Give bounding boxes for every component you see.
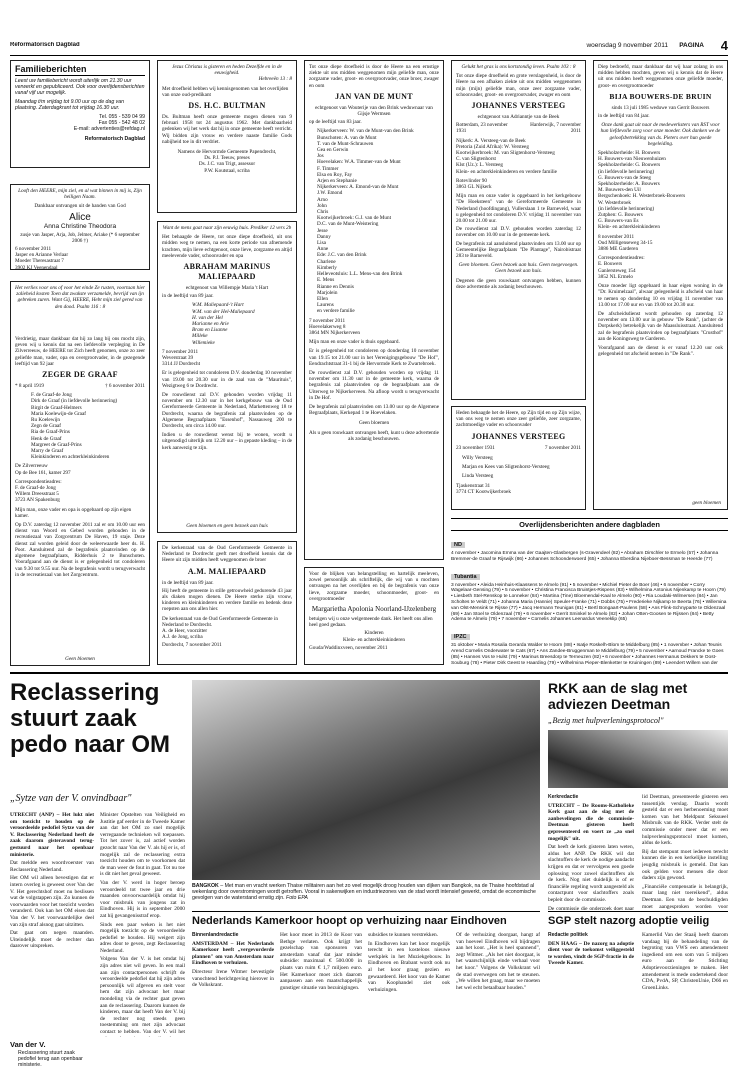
newspaper-name: Reformatorisch Dagblad [10, 42, 80, 48]
kamer-body3: Het koor moet in 2013 de Koor van Bethge verlaten. Ook krijgt het gezelschap van sponsoren van amsterdam vanaf dat jaar minder subsidie: maximaal € 500.000 in plaats van ruim € 1,7 miljoen euro. Het Kamerkoor moet zich daarom aanpassen aan een maatschappelijk gunstiger situatie van bezuinigingen. [280, 932, 362, 991]
versteeg-text2: Mijn man en onze vader is opgebaard in het kerkgebouw "De Hoeksteen" van de Gereformeerde Gemeente in Nederland (hoofdingang), Vullerslaan 1 te Barneveld, waar u gelegenheid tot condoleren D.V. vrijdag 11 november van 20.00 tot 21.00 uur. [456, 193, 581, 225]
alice-parents2: Moeder Theresastraat 7 [15, 258, 64, 265]
obits-section-nd [451, 533, 728, 563]
ad-munt [304, 60, 444, 560]
kamer-col1 [192, 932, 274, 1066]
main-body3: Het OM wil alleen bevestigen dat er intern overleg is geweest over Van der V. Het gerechtshof moet nu beslissen wat de volgstappen zijn. Zo kunnen de voorwaarden voor het toezicht worden veranderd. Ook kan het OM eisen dat Van der V. het voorwaardelijke deel van zijn straf alsnog gaat uitzitten. [10, 875, 94, 928]
sidebar-item-1: • Reclassering stuurt zaak pedofiel terug aan openbaar ministerie. [18, 1050, 94, 1068]
maliepaard-family: W.M. Maliepaard-'t Hart W.M. van der Hel-Maliepaard H. van der Hel Marianne en Arie Bram en Lisanne Milleke Willemieke [192, 302, 255, 346]
bouwers-correspondence: Correspondentieadres: E. Bouwers Ganlersteweg 154 3852 NL Ermelo [598, 255, 645, 280]
ad-bouwers [593, 60, 728, 510]
bouwers-verse: Onze dank gaat uit naar de medewerksters van RST voor hun liefdevolle zorg voor onze moeder. Ook danken we de geloofsbetrekking van ds. Pieters over hun goede begeleiding. [600, 122, 721, 147]
kamer-col2 [280, 932, 362, 1066]
versteeg2-intro: Heden behaagde het de Heere, op Zijn tijd en op Zijn wijze, van ons weg te nemen onze zeer geliefde, zeer zorgzame, zachtmoedige vader en schoonvader [456, 410, 581, 429]
versteeg-name: JOHANNES VERSTEEG [471, 101, 566, 111]
munt-footer: Geen bloemen [358, 420, 390, 427]
bouwers-age: in de leeftijd van 84 jaar. [598, 113, 650, 120]
ad-alice [10, 184, 150, 270]
ad-noorland [304, 567, 444, 665]
kamer-body2: Directeur Irene Witmer bevestigde vanochtend berichtgeving hierover in de Volkskrant. [192, 968, 274, 989]
zeger-verse: Het verlies voor ons of voor het einde Ze rusten, voortaan hier zalieheid kosten Toen dat zwakste verzamelde, bevrijd van ijn gebreken zuren. Want Gij, HEERE, Hebt mijn ziel gered van den dood. Psalm 116 : 8 [15, 285, 145, 310]
versteeg-born: Rotterdam, 23 november 1931 [456, 122, 508, 135]
sgp-headline: SGP stelt nazorg adoptie veilig [548, 915, 710, 927]
sgp-col1 [548, 932, 634, 1066]
hultman-body: Ds. Bultman heeft onze gemeente mogen dienen van 9 februari 1958 tot 24 augustus 1962. Met dankbaarheid gedenken wij het werk dat hij in onze gemeente heeft verricht. Wij bidden zijn vrouw en verdere naaste familie Gods nabijheid toe in dit verdriet. [162, 114, 292, 145]
obits-text-nd: 4 november • Jacomina Emma van der Gaajten-Glasbergen (s-Gravendeel (82) • Abraham Dirschler te Ermelo (57) • Johanna Bremmer-de Graaf te Rijswijk (86) • Johannes Schoonderwoerd (65) • Johanna Eberdina Nijeboer-Bessman te Heerde (77) [451, 551, 719, 562]
obits-section-pzc [451, 625, 728, 665]
rkk-byline: Kerkredactie [548, 794, 579, 800]
versteeg-intro: Tot onze diepe droefheid en grote verslagenheid, is door de Heere na een afhaken ziekte uit ons midden weggenomen mijn (mijn) geliefde man, onze zeer zorgzame vader, schoonvader, groot- en overgrootvader, zwager en oom [456, 73, 581, 98]
sgp-lead: DEN HAAG – De nazorg na adoptie dient voor de toekomst veiliggesteld te worden, vindt de SGP-fractie in de Tweede Kamer. [548, 940, 634, 967]
alice-name: Alice [69, 211, 91, 223]
maliepaard-text2: Er is gelegenheid tot condoleren D.V. donderdag 10 november van 19.00 tot 20.30 uur in de zaal van de "Maurituis", Wezigtweg 6 te Dordrecht. [162, 370, 292, 389]
sidebar-title: Van der V. [10, 1040, 46, 1049]
caption-text: – Met man en vracht werken Thaise militairen aan het zo veel mogelijk droog houden van dijken van Bangkok, na de Thaise hoofdstad al wekenlang door overstromingen wordt getroffen. Vooral in sakenwijken en industriezones van de stad wordt intensief gewerkt, omdat de economische gevolgen van de waterstand ernstig zijn. [192, 883, 536, 902]
bouwers-date-place: 8 november 2011 Oud Milligenseweg 34-15 3886 ME Garderen [598, 233, 653, 253]
noorland-name: Margarietha Apolonia Noorland-IJzelenberg [311, 605, 437, 614]
rkk-body5: Bij dat stempunt moet iedereen terecht kunnen die in een kerkelijke instelling jeugdig misbruik is gemeld. Dat kan ook gelden voor mensen die door daders zijn gewond. [642, 848, 728, 882]
main-body8: Volgens Van der V. is het omdat hij zijn adres niet wil geven. In een mail aan zijn contactpersonen schrijft de veroordeelde pedofiel dat hij zijn adres persoonlijk wil afgeven en stelt voor hem dat zijn advocaat het maar mondeling via de rechter gaat geven aan de reclassering. Daarom kunnen de kinderen, maar dat heeft Van der V. bij de rechter nog steeds geen toestemming om met zijn advocaat contact te hebben. Van der V. wil het [100, 956, 185, 1035]
alice-place: 3902 KJ Veenendaal [15, 264, 58, 270]
zeger-name: ZEGER DE GRAAF [42, 370, 118, 380]
maliepaard-verse: Want de mens gaat naar zijn eeuwig huis. Prediker 12 vers 2b [162, 225, 292, 231]
family-schedule: Maandag t/m vrijdag tot 9.00 uur op de dag van plaatsing. Zaterdagkrant tot vrijdag 16.30 uur. [15, 98, 125, 111]
alice-fullname: Anna Christine Theodora [43, 222, 117, 230]
ad-maliepaard-church [157, 541, 297, 665]
versteeg-text3: De begrafenis zal aansluitend plaatsvinden om 13.00 uur op Gemeentelijke Begraafplaats "De Plantage", Nairobistraat 283 te Barneveld. [456, 240, 581, 260]
bouwers-intro: Diep bedroefd, maar dankbaar dat wij haar zolang in ons midden hebben mochten, geven wij u kennis dat de Heere uit ons midden heeft weggenomen onze geliefde moeder, groot- en overgrootmoeder [598, 64, 723, 89]
versteeg-family: Nijkerk: A. Versteeg-van de Beek Pretoria (Zuid Afrika): W. Versteeg Kootwijkerbroek: M. van Sligtenhorst-Versteeg C. van Sligtenhorst Klst (Uz.): L. Versteeg Klein- en achterkleinkinderen en verdere familie [456, 137, 557, 175]
alice-parents: Jasper en Arianne Verlaar [15, 252, 69, 259]
versteeg-funeral: De rouwdienst zal D.V. gehouden worden zaterdag 12 november om 10.00 uur in de gemeente kerk. [456, 226, 581, 239]
versteeg-address: Rotevlinder 90 3863 GL Nijkerk [456, 177, 492, 191]
main-sidebar-items [10, 1050, 94, 1068]
kamer-byline: Binnenlandredactie [192, 932, 239, 938]
alice-date: 6 november 2011 [15, 246, 52, 253]
maliepaard-name: ABRAHAM MARINUS MALIEPAARD [183, 262, 271, 282]
kamer-col3 [368, 932, 450, 1066]
bouwers-text3: Voorafgaand aan de dienst is er vanaf 12.20 uur ook gelegenheid tot afscheid nemen in "De Rank". [598, 344, 723, 358]
noorland-intro: Voor de blijken van belangstelling en hartelijk meeleven, zowel persoonlijk als schriftelijk, die wij van u mochten ontvangen na het overlijden en bij de begrafenis van onze lieve, zorgzame moeder, schoonmoeder, groot- en overgrootmoeder [309, 571, 439, 602]
alice-verse: Looft den HEERE, mijn ziel, en al wat binnen in mij is, Zijn heiligen Naam. [18, 188, 142, 201]
kamer-rule [192, 911, 540, 912]
bouwers-name: BIJA BOUWERS-DE BRUIN [609, 91, 712, 101]
maliepaard2-body: Hij heeft de gemeente in stille getrouwheid gedurende 43 jaar als diaken mogen dienen. De Heere sterke zijn vrouw, kinderen en kleinkinderen en verdere familie en bedenk deze roepsten aan ons allen hier. [162, 587, 292, 613]
maliepaard-date-place: 7 november 2011 Weverstraat 39 3314 JJ Dordrecht [162, 348, 201, 368]
caption-credit: Foto EPA [286, 895, 308, 902]
alice-sister: zusje van Jasper, Arja, Job, Jelmer, Ariake (* 6 september 2006 †) [20, 231, 140, 244]
kamer-body4: subsidies te kunnen verstrekken. [368, 932, 439, 938]
section-rule [10, 672, 728, 674]
zeger-intro: Verdrietig, maar dankbaar dat hij zo lang bij ons mocht zijn, geven wij u kennis dat na een liefdevolle verpleging in De Zilverreeuw, de HEERE tot Zich heeft genomen, onze zo zeer geliefde man, vader, opa en overgrootvader, in de gezegende leeftijd van 92 jaar [15, 336, 145, 367]
rkk-subhead: „Bezig met hulpverleningsprotocol" [548, 716, 664, 725]
rkk-col2 [642, 794, 728, 910]
zeger-family: F. de Graaf-de Jong Dirk de Graaf (in liefdevolle herinnering) Birgit de Graaf-Helmers Maria Koelewijn-de Graaf Ru Koelewijn Zegn de Graaf Ria de Graaf-Prins Henk de Graaf Margreet de Graaf-Prins Marry de Graaf Kleinkinderen en achterkleinkinderen [31, 392, 118, 461]
bouwers-spouse: sinds 13 juli 1985 weduwe van Gerrit Bouwers [611, 104, 710, 111]
sgp-body2: Kamerlid Van der Staaij heeft daarom vandaag bij de behandeling van de begroting van VWS een amendement ingediend om een som van 5 miljoen euro aan de Stichting Adoptievoorzieningen te maken. Het amendement is mede ondertekend door CDA, PvdA, SP, ChristenUnie, D66 en GroenLinks. [642, 932, 728, 991]
header-rule [10, 55, 728, 56]
zeger-died: † 6 november 2011 [104, 383, 145, 390]
kamer-headline: Nederlands Kamerkoor hoopt op verhuizing naar Eindhoven [192, 915, 507, 927]
munt-date-place: 7 november 2011 Hoevelakerweg 8 3864 MN Nijkerkerveen [309, 317, 360, 336]
ad-versteeg [451, 60, 586, 400]
rkk-body4: lid Deetman, presenteerde gisteren een tussentijds verslag. Daarin wordt gesteld dat er een herbenoeming moet komen van het Meldpunt Seksueel Misbruik van de RKK. Verder stelt de commissie onder meer dat er een hulpverleningsprotocol moet komen, aldus de kerk. [642, 794, 728, 847]
munt-funeral: De rouwdienst zal D.V. gehouden worden op vrijdag 11 november om 11.30 uur in de gemeente kerk, waarna de begrafenis zal plaatsvinden op de begraafplaats aan de Uiterweg te Nijkerkerveen. Na afloop wordt u terugverwacht in De Hof. [309, 369, 439, 401]
versteeg-died: Harderwijk, 7 november 2011 [530, 122, 581, 135]
ad-zeger [10, 281, 150, 666]
versteeg-text5: Degenen die geen rouwkaart ontvangen hebben, kunnen deze advertentie als zodanig beschouwen. [456, 277, 581, 290]
munt-family: Nijkerkerveen: W. van de Munt-van den Brink Bunschoten: A. van de Munt T. van de Munt-Schrauwen Gea en Gerwin Jos Hoevelaken: W.A. Timmer-van de Munt F. Timmer Elsa en Roy, Fay Arjen en Stephanie Nijkerkerveen: A. Emond-van de Munt J.W. Emond Arno John Chris Kootwijkerbroek: G.J. van de Munt D.C. van de Munt-Weistering Jesse Danny Lisa Anne Ede: J.C. van den Brink Charlene Kimberly Helleveotsluis: L.L. Mens-van den Brink E. Mens Rianne en Dennis Marjolein Ellen Laurens en verdere familie [317, 128, 414, 315]
rkk-body2: Dat heeft de kerk gisteren laten weten, aldus het ANP. De RKK wil dat slachtoffers de kerk de nodige aandacht krijgen en dat er vervolgens een goede oplossing voor zowel slachtoffers als de kerk. Nog niet duidelijk is of er financiële regeling wordt aangesteld als contactpunt voor slachtoffers zoals bepleit door de commissie. [548, 844, 634, 903]
zeger-location: De Zilverreeuw Op de Bee 161, kamer 297 [15, 463, 71, 476]
sgp-col2 [642, 932, 728, 1066]
zeger-born: * 8 april 1919 [15, 383, 44, 390]
bangkok-photo [192, 680, 540, 880]
photo-caption [192, 883, 540, 905]
ad-versteeg-children [451, 406, 586, 510]
maliepaard2-intro: De kerkenraad van de Oud Gereformeerde Gemeente in Nederland te Dordrecht geeft met droefheid kennis dat de Heere uit zijn midden heeft weggenomen de broer [162, 545, 292, 564]
main-body7: Sinds een paar weken is het niet mogelijk toezicht op de veroordeelde pedofiel te houden. Hij weigert zijn adres door te geven, zegt Reclassering Nederland. [100, 921, 185, 954]
page-number: 4 [720, 40, 728, 53]
munt-spouse: echtgenoot van Wouterije van den Brink weduwnaar van Gijsje Wermsen [315, 104, 433, 118]
maliepaard-age: in de leeftijd van 89 jaar. [162, 293, 214, 300]
obits-label-nd: ND [451, 542, 465, 548]
main-body2: Dat meldde een woordvoerster van Reclassering Nederland. [10, 860, 94, 873]
zeger-correspondence: Correspondentieadres: F. de Graaf-de Jong Willem Dreesstraat 5 3723 AN Spakenburg [15, 478, 62, 504]
hultman-verse: Jezus Christus is gisteren en heden Dezelfde en in de eeuwigheid. [172, 64, 282, 77]
maliepaard2-age: in de leeftijd van 89 jaar. [162, 579, 214, 586]
main-col1 [10, 812, 94, 1037]
versteeg2-name: JOHANNES VERSTEEG [471, 431, 566, 441]
maliepaard-text3: Indien u de rouwdienst wenst bij te wonen, wordt u uitgenodigd uiterlijk om 12.20 uur – in gepaste kleding – in de kerk aanwezig te zijn. [162, 432, 292, 451]
kamer-body6: Of de verhuizing doorgaat, hangt af van hoeveel Eindhoven wil bijdragen aan het koor. „Het is heel spannend", zegt Witmer. „Als het niet doorgaat, is het waarschijnlijk einde verhaal voor het koor." Volgens de Volkskrant wil de stad overwegen om het te steunen. „We willen het graag, maar we moeten het wel echt betaalbaar houden." [456, 932, 540, 991]
versteeg2-address: Tjaskenstraat 31 3774 CT Kootwijkerbroek [456, 482, 511, 496]
bouwers-funeral: De afscheidsdienst wordt gehouden op zaterdag 12 november om 13.00 uur in gebouw "De Rank", (achter de Dorpskerk) betrekelijk van de Maassluisstraat. Aansluitend zal de begrafenis plaatsvinden op begraafplaats "Crusthof" aan de Koningsweg te Garderen. [598, 310, 723, 342]
sgp-byline: Redactie politiek [548, 932, 588, 938]
kamer-col4 [456, 932, 540, 1066]
munt-age: op de leeftijd van 83 jaar. [309, 119, 362, 126]
obits-title: Overlijdensberichten andere dagbladen [451, 518, 728, 531]
rkk-body3: De commissie die onderzoek doet naar [548, 905, 634, 910]
family-email: E-mail: advertenties@refdag.nl [73, 126, 145, 133]
obits-section-tubantia [451, 565, 728, 624]
family-fax: Fax 055 - 542 48 02 [98, 120, 145, 127]
bouwers-text2: Onze moeder ligt opgebaard in haar eigen woning in de "Dr. Kruimelzaal", alwaar gelegenheid is afscheid van haar te nemen op donderdag 10 en vrijdag 11 november van 13.00 tot 17.00 uur en van 19.00 tot 20.30 uur. [598, 283, 723, 308]
noorland-date: Gouda/Waddinxveen, november 2011 [309, 644, 388, 651]
family-logo: Reformatorisch Dagblad [84, 135, 145, 142]
versteeg2-family: Willy Versteeg Marjan en Kees van Sligtenhorst-Versteeg Linda Versteeg [462, 454, 550, 479]
kamer-body5: In Eindhoven kan het koor mogelijk terecht in een kosteloos nieuwe werkplek in het Muziekgebouw. In Eindhoven en Brabant wordt ook nu al het koor graag gezien en gewaardeerd. Het koor van de Kamer van Koophandel ziet ook verhuizingen. [368, 940, 450, 993]
munt-intro: Tot onze diepe droefheid is door de Heere na een ernstige ziekte uit ons midden weggenomen mijn geliefde man, onze zorgzame vader, groot- en overgrootvader, onze broer, zwager en oom [309, 64, 439, 89]
kamer-lead: AMSTERDAM – Het Nederlands Kamerkoor heeft „vergevorderde plannen" om van Amsterdam naar Eindhoven te verhuizen. [192, 940, 274, 967]
rkk-col1 [548, 794, 634, 910]
zeger-footer: Geen bloemen [65, 655, 95, 662]
main-col2 [100, 812, 185, 1037]
versteeg-verse: Gelukt het gras is ons kortstondig leven. Psalm 103 : 8 [461, 64, 576, 70]
hultman-intro: Met droefheid hebben wij kennisgenomen van het overlijden van onze oud-predikant [162, 85, 289, 98]
munt-name: JAN VAN DE MUNT [335, 91, 413, 101]
zeger-text2: Mijn man, onze vader en opa is opgebaard op zijn eigen kamer. [15, 506, 132, 519]
alice-thanks: Dankbaar ontvangen uit de handen van God [34, 203, 126, 210]
obits-label-pzc: IPZC [451, 634, 470, 640]
munt-text2: Mijn man en onze vader is thuis opgebaard. [309, 339, 400, 346]
rkk-photo [548, 730, 728, 788]
obits-box [451, 518, 728, 665]
obits-text-pzc: 31 oktober • Maria Rosalia Gerarda Walder te Hoorn (88) • Isatje Roskelh-Blom te Middelburg (85) • 1 november • Johan Teunis Arend Cornelis Onderwater te Cats (67) • Ans Zandee-Bruggenman te Middelburg (79) • 5 november • Aarnoud Francke te Goes (85) • Hannes Vos te Hulst (79) • Marinus Breesdorp te Terneuzen (82) • 6 november • Johannes Hermanus Dekkers te Oost-Souburg (78) • Pieter Dirk Geest te Haarding (79) • Wilhelmina Pieper-Blenketter te Kruiningen (89) • Leendert Willem van der [451, 643, 724, 665]
versteeg-spouse: echtgenoot van Adrianntje van de Beek [477, 114, 560, 121]
munt-text3: Er is gelegenheid tot condoleren op donderdag 10 november van 19.15 tot 21.00 uur in het Verenigingsgebouw "De Hof", Eendrachtstraat 31-1 bij de Hervormde Kerk te Zwartebroek. [309, 348, 439, 367]
maliepaard-intro: Het behaagde de Heere, tot onze diepe droefheid, uit ons midden weg te nemen, na een korte periode van afnemende krachten, mijn lieve echtgenoot, onze lieve, zorgzame en altijd meelevende vader, schoonvader en opa [162, 234, 292, 259]
munt-text4: De begrafenis zal plaatsvinden om 13.00 uur op de Algemene Begraafplaats, Kerkepad 1 te Hoevelaken. [309, 403, 439, 417]
main-headline: Reclassering stuurt zaak pedo naar OM [10, 680, 171, 758]
main-body5: Minister Opstelten van Veiligheid en Justitie gaf eerder in de Tweede Kamer aan dat het OM zo snel mogelijk verregaande technieken wil toepassen. Tot het zover is, zal actief worden gezocht naar Van der V. als hij er is, of mogelijk zal de reclassering extra toezicht houden om te voorkomen dat de man weer de fout in gaat. Tot nu toe is dit niet het geval geweest. [100, 812, 185, 878]
family-tel: Tel. 055 - 539 04 99 [99, 114, 145, 121]
versteeg-text4: Geen bloemen. Geen bezoek aan huis. Geen toegevoegen. Geen bezoek aan huis. [458, 262, 579, 275]
zeger-funeral: Op D.V. zaterdag 12 november 2011 zal er om 10.00 uur een dienst van Woord en Gebed worden gehouden in de recreatiezaal van Zorgcentrum De Haven, 19 staje. Deze dienst zal worden geleid door de weleerwaarde heer ds. H. Poot. Aansluitend zal de begrafenis plaatsvinden op de algemene begraafplaats, Ridderhuis 2 te Bunschoten. Voorafgaand aan de dienst is er gelegenheid tot condoleren van 9.30 tot 9.55 uur. Na de begrafenis wordt u terugverwacht in de recreatiezaal van het Zorgcentrum. [15, 522, 145, 578]
versteeg2-born: 23 november 1931 [456, 444, 495, 451]
sgp-rule [548, 911, 728, 912]
maliepaard-footer: Geen bloemen en geen bezoek aan huis [186, 522, 268, 529]
ad-hultman [157, 60, 297, 213]
header-date: woensdag 9 november 2011 [586, 42, 668, 49]
main-subhead: „Sytze van der V. onvindbaar" [10, 793, 132, 804]
maliepaard2-date: Dordrecht, 7 november 2011 [162, 642, 222, 649]
main-body6: Van der V. werd in hoger beroep veroordeeld tot twee jaar en drie maanden onvoorwaardelijk omdat hij voor misbruik van jongens zat in Eindhoven. Hij is in september 2000 zat hij gevangenisstraf erop. [100, 879, 185, 919]
obits-text-tubantia: 3 november • Aleida Heinhuis-Klaassens te Almelo (91) • 5 november • Michiel Pieter de Boer (46) • 6 november • Corry Wagelaar-Gensing (79) • 5 november • Christina Francisca Bruintjes-Rispens (83) • Wilhelmina Antonius Nijenkamp te Hoorn (79) • Liesbeth Stel-Renskop te Lonneker (84) • Martina (Tine) Bloemendal-Kaal te Almelo (90) • Ria Loudaki-Wilmersen (84) • Jan Scholtes te Veldt (71) • Johanna Maria (Hannie) Speuler-Franke (71) • Dobbs (75) • Frederieke Nijkamp te Beerta (76) • Willemina van Olst-Mensink te Rijsse (77) • Jacq Hermann Teunigas (81) • Bertl Bongaart-Paulens (58) • Ans Flink-Schnyparte te Oldenzaal (69) • Jan Stoel te Oldenzaal (79) • 6 november • Gerrit Sminkel te Almelo (82) • Johan Otten-Goosen te Rijssen (84) • Betty Adema te Almelo (79) • 7 november • Cornelis Johannes Leenardus Veeneklip (65) [451, 582, 727, 623]
bouwers-footer: geen bloemen [692, 499, 721, 506]
obits-label-tubantia: Tubantia [451, 574, 480, 580]
bouwers-family: Spekholzerheide: H. Bouwers H. Bouwers-van Nieuwenhuizen Spekholzerheide: G. Bouwers (in liefdevolle herinnering) G. Bouwers-van de Steeg Spekholzerheide: A. Bouwers M. Bouwers-den Uil Bergschenhoek: H. Westerbroek-Bouwers W. Westerbroek (in liefdevolle herinnering) Zutphen: G. Bouwers G. Bouwers-van Es Klein- en achterkleinkinderen [598, 150, 686, 231]
maliepaard-funeral: De rouwdienst zal D.V. gehouden worden vrijdag 11 november om 12.30 uur in het kerkgebouw van de Oud Gereformeerde Gemeente in Nederland, Markettenweg 18 te Dordrecht, waarna de begrafenis zal plaatsvinden op de Algemene Begraafplaats "Essenhof", Nassauweg 200 te Dordrecht, om circa 14.00 uur. [162, 392, 292, 430]
maliepaard-spouse: echtgenoot van Willempje Maria 't Hart [185, 285, 269, 292]
rkk-lead: UTRECHT – De Rooms-Katholieke Kerk gaat aan de slag met de aanbevelingen die de commissie-Deetman gisteren heeft gepresenteerd en voert ze „zo snel mogelijk" uit. [548, 802, 634, 842]
maliepaard2-signers: De kerkenraad van de Oud Gereformeerde Gemeente in Nederland te Dordrecht. A. de Heer, voorzitter A.J. de Jong, scriba [162, 615, 278, 641]
page-header [10, 40, 728, 54]
family-intro [10, 60, 150, 168]
family-title: Familieberichten [15, 64, 145, 76]
versteeg2-died: 7 november 2011 [544, 444, 581, 451]
ad-maliepaard [157, 221, 297, 533]
munt-footer2: Als u geen rouwkaart ontvangen heeft, kunt u deze advertentie als zodanig beschouwen. [309, 429, 439, 442]
hultman-verse-ref: Hebreeën 13 : 8 [258, 76, 292, 83]
noorland-text: betuigen wij u onze welgemeende dank. Het heeft ons allen heel goed gedaan. [309, 616, 433, 629]
main-body4: Dat gaat om negen maanden. Uiteindelijk moet de rechter dan daarover uitspreken. [10, 930, 94, 950]
caption-label: BANGKOK [192, 883, 219, 889]
noorland-signers: Kinderen Klein- en achterkleinkinderen [343, 630, 405, 643]
header-page-label: PAGINA [679, 42, 704, 49]
rkk-headline: RKK aan de slag met adviezen Deetman [548, 680, 688, 712]
hultman-name: DS. H.C. BULTMAN [188, 101, 266, 111]
family-body: Leest uw familiebericht wordt uiterlijk om 21.30 uur verwerkt en gepubliceerd. Ook voor overlijdensberichten vanaf vijf uur mogelijk. [15, 78, 145, 97]
rkk-body6: „Financiële compensatie is belangrijk, maar lang niet toereikend", aldus Deetman. Een van de beschuldigden moet aangesproken worden voor [642, 883, 728, 910]
hultman-signers: Namens de Hervormde Gemeente Papendrecht, Ds. P.J. Teeuw, preses Ds. J.C. van Trigt, assessor P.W. Koutstaal, scriba [177, 149, 277, 174]
main-lead: UTRECHT (ANP) – Het lukt niet om toezicht te houden op de veroordeelde pedofiel Sytze van der V. Reclassering Nederland heeft de zaak daarom gisteravond terug-gestuurd naar het openbaar ministerie. [10, 812, 94, 858]
maliepaard2-name: A.M. MALIEPAARD [187, 566, 267, 576]
